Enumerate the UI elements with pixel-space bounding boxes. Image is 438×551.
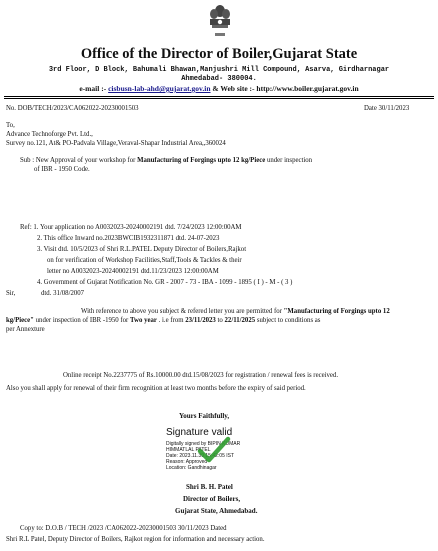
receipt-line: Online receipt No.2237775 of Rs.10000.00 dtd.15/08/2023 for registration / renewal fees is received. xyxy=(63,372,339,379)
signature-detail: Date: 2023.11.30 15:42:05 IST xyxy=(166,453,235,459)
body-text: . i.e from xyxy=(158,317,184,324)
body-bold: "Manufacturing of Forgings upto 12 xyxy=(283,308,390,315)
validity-end-date: 22/11/2025 xyxy=(224,317,256,324)
salutation: Sir, xyxy=(6,290,16,297)
letter-date: Date 30/11/2023 xyxy=(364,105,410,112)
reference-number: No. DOB/TECH/2023/CA062022-20230001503 xyxy=(6,105,139,112)
subject-line-2: of IBR - 1950 Code. xyxy=(34,166,90,173)
subject-bold: Manufacturing of Forgings upto 12 kg/Piece xyxy=(137,157,266,164)
header-divider xyxy=(4,96,434,97)
reference-item: letter no A0032023-20240002191 dtd.11/23/2023 12:00:00AM xyxy=(47,268,219,275)
subject-line xyxy=(20,157,312,164)
body-text: under inspection of IBR -1950 for xyxy=(35,317,129,324)
body-text: to xyxy=(217,317,223,324)
copy-to-recipient: Shri R.L Patel, Deputy Director of Boilers, Rajkot region for information and necessary action. xyxy=(6,536,265,543)
addressee-name: Advance Technoforge Pvt. Ltd., xyxy=(6,131,93,138)
website-link[interactable]: http://www.boiler.gujarat.gov.in xyxy=(256,84,359,93)
web-label: & Web site :- xyxy=(212,84,255,93)
body-line-1 xyxy=(81,308,390,315)
reference-item: on for verification of Workshop Facilities,Staff,Tools & Tackles & their xyxy=(47,257,242,264)
closing-text: Yours Faithfully, xyxy=(179,412,230,420)
signatory-name: Shri B. H. Patel xyxy=(186,483,233,491)
header-divider-2 xyxy=(4,98,434,99)
body-line-2 xyxy=(6,317,320,324)
copy-to-line: Copy to: D.O.B / TECH /2023 /CA062022-20230001503 30/11/2023 Dated xyxy=(20,525,227,532)
reference-item: Ref: 1. Your application no A0032023-20240002191 dtd. 7/24/2023 12:00:00AM xyxy=(20,224,242,231)
to-label: To, xyxy=(6,122,15,129)
reference-item: 4. Government of Gujarat Notification No. GR - 2007 - 73 - IBA - 1099 - 1895 ( I ) - M - ( 3 ) xyxy=(37,279,293,286)
contact-line xyxy=(0,84,438,93)
email-link[interactable]: cisbusn-lab-ahd@gujarat.gov.in xyxy=(108,84,211,93)
body-line-3: per Annexture xyxy=(6,326,45,333)
subject-label: Sub : xyxy=(20,157,35,164)
signature-detail: Location: Gandhinagar xyxy=(166,465,217,471)
subject-text-2: under inspection xyxy=(266,157,313,164)
addressee-address: Survey no.121, At& PO-Padvala Village,Veraval-Shapar Industrial Area,,360024 xyxy=(6,140,226,147)
renewal-line: Also you shall apply for renewal of their firm recognition at least two months before the expiry of said period. xyxy=(6,385,306,392)
signature-valid-label: Signature valid xyxy=(166,427,233,438)
body-text: subject to conditions as xyxy=(256,317,321,324)
signature-detail: Reason: Approved xyxy=(166,459,208,465)
validity-start-date: 23/11/2023 xyxy=(185,317,216,324)
body-bold: Two year xyxy=(130,317,157,324)
subject-text: New Approval of your workshop for xyxy=(35,157,136,164)
signatory-designation: Director of Boilers, xyxy=(183,495,241,503)
checkmark-icon xyxy=(194,433,234,467)
state-emblem-icon xyxy=(203,2,237,42)
office-address-line2: Ahmedabad- 380004. xyxy=(181,75,257,83)
signature-detail: HIMMATLAL PATEL xyxy=(166,447,211,453)
reference-item: 3. Visit dtd. 10/5/2023 of Shri R.L.PATEL Deputy Director of Boilers,Rajkot xyxy=(37,246,247,253)
signature-detail: Digitally signed by BIPIN KUMAR xyxy=(166,441,241,447)
email-label: e-mail :- xyxy=(79,84,107,93)
body-bold: kg/Piece" xyxy=(6,317,34,324)
reference-item: 2. This office Inward no.2023BWCIB1932311871 dtd. 24-07-2023 xyxy=(37,235,220,242)
reference-item: dtd. 31/08/2007 xyxy=(41,290,85,297)
digital-signature xyxy=(150,427,260,479)
office-address-line1: 3rd Floor, D Block, Bahumali Bhawan,Manjushri Mill Compound, Asarva, Girdharnagar xyxy=(48,66,390,74)
signatory-office: Gujarat State, Ahmedabad. xyxy=(175,507,258,515)
body-text: With reference to above you subject & refered letter you are permitted for xyxy=(81,308,282,315)
office-title: Office of the Director of Boiler,Gujarat State xyxy=(80,46,358,62)
